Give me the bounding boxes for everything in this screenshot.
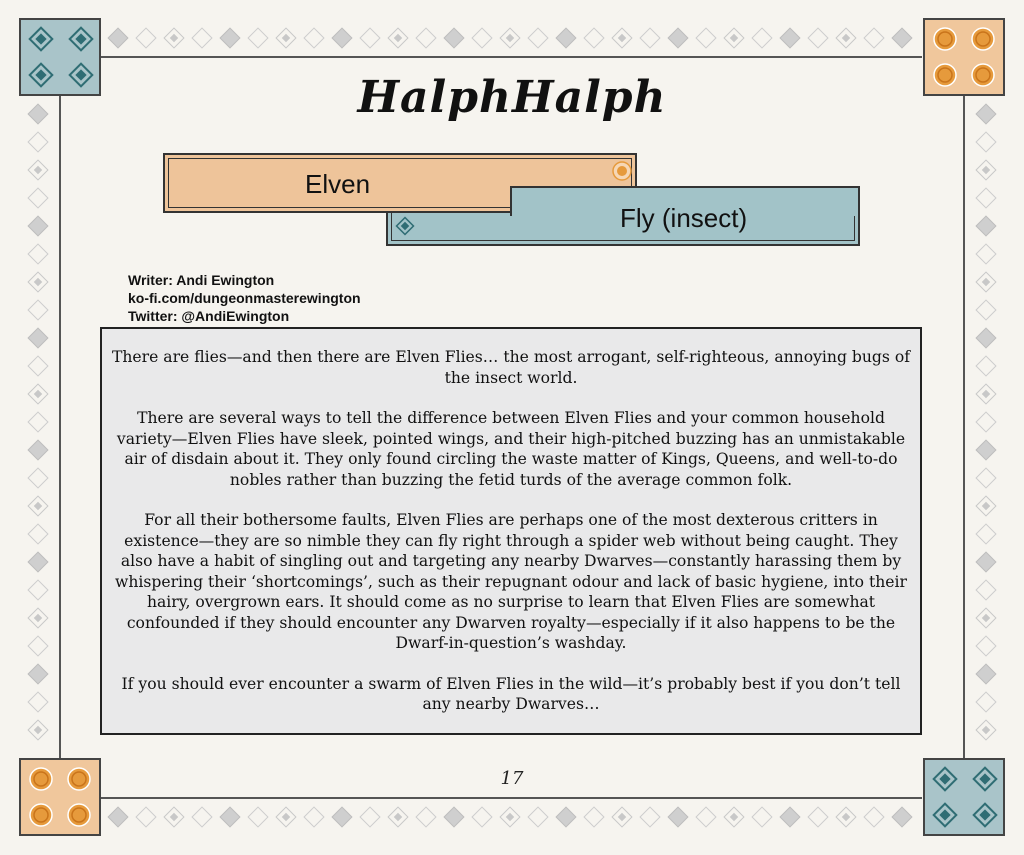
diamond-dot-icon — [618, 34, 625, 41]
paragraph: If you should ever encounter a swarm of Elven Flies in the wild—it’s probably best if you don’t tell any nearby Dwarves… — [121, 674, 901, 713]
diamond-outline-icon — [808, 28, 828, 48]
diamond-dot-icon — [982, 502, 989, 509]
diamond-dot-icon — [982, 390, 989, 397]
diamond-outline-icon — [136, 807, 156, 827]
diamond-solid-icon — [444, 807, 464, 827]
diamond-outline-icon — [584, 807, 604, 827]
diamond-dot-icon — [730, 813, 737, 820]
paragraph: For all their bothersome faults, Elven Flies are perhaps one of the most dexterous critters in existence—they are so nimble they can fly right through a spider web without being caught. They also have a habit of singling out and targeting any nearby Dwarves—constantly harassing them by whispering their ‘shortcomings’, such as their repugnant odour and lack of basic hygiene, into their hairy, overgrown ears. It should come as no surprise to learn that Elven Flies are somewhat confounded if they should encounter any Dwarven royalty—especially if it also happens to be the Dwarf-in-question’s washday. — [115, 511, 907, 652]
diamond-outline-icon — [640, 807, 660, 827]
diamond-outline-icon — [528, 28, 548, 48]
diamond-outline-icon — [416, 28, 436, 48]
frame-top-line — [100, 56, 922, 58]
credit-writer: Writer: Andi Ewington — [128, 272, 275, 288]
diamond-outline-icon — [976, 636, 996, 656]
diamond-dot-icon — [34, 390, 41, 397]
diamond-outline-icon — [584, 28, 604, 48]
diamond-solid-icon — [976, 328, 996, 348]
diamond-dot-icon — [394, 34, 401, 41]
frame-left-line — [59, 96, 61, 758]
diamond-outline-icon — [808, 807, 828, 827]
diamond-solid-icon — [332, 28, 352, 48]
diamond-outline-icon — [28, 132, 48, 152]
credit-twitter: Twitter: @AndiEwington — [128, 308, 290, 324]
diamond-dot-icon — [506, 813, 513, 820]
teal-diamond-icon — [395, 216, 415, 236]
bottom-diamond-border — [104, 803, 920, 831]
page-number: 17 — [500, 768, 524, 789]
diamond-dot-icon — [982, 166, 989, 173]
diamond-solid-icon — [668, 28, 688, 48]
diamond-solid-icon — [28, 440, 48, 460]
diamond-outline-icon — [28, 300, 48, 320]
diamond-outline-icon — [696, 807, 716, 827]
diamond-outline-icon — [864, 807, 884, 827]
diamond-dot-icon — [618, 813, 625, 820]
diamond-solid-icon — [976, 440, 996, 460]
diamond-dot-icon — [282, 34, 289, 41]
diamond-outline-icon — [304, 807, 324, 827]
diamond-dot-icon — [842, 34, 849, 41]
diamond-solid-icon — [332, 807, 352, 827]
diamond-outline-icon — [976, 412, 996, 432]
diamond-outline-icon — [136, 28, 156, 48]
diamond-outline-icon — [976, 356, 996, 376]
diamond-dot-icon — [982, 614, 989, 621]
diamond-solid-icon — [108, 807, 128, 827]
diamond-outline-icon — [192, 28, 212, 48]
diamond-solid-icon — [892, 807, 912, 827]
diamond-outline-icon — [304, 28, 324, 48]
diamond-outline-icon — [28, 636, 48, 656]
diamond-solid-icon — [556, 807, 576, 827]
paragraph: There are flies—and then there are Elven Flies… the most arrogant, self-righteous, annoying bugs of the insect world. — [111, 348, 911, 387]
diamond-outline-icon — [976, 300, 996, 320]
top-diamond-border — [104, 24, 920, 52]
diamond-outline-icon — [28, 580, 48, 600]
diamond-dot-icon — [982, 278, 989, 285]
diamond-outline-icon — [640, 28, 660, 48]
diamond-outline-icon — [864, 28, 884, 48]
diamond-solid-icon — [780, 807, 800, 827]
diamond-solid-icon — [976, 664, 996, 684]
diamond-dot-icon — [34, 726, 41, 733]
description-box — [100, 327, 922, 735]
diamond-solid-icon — [220, 28, 240, 48]
diamond-dot-icon — [34, 166, 41, 173]
diamond-dot-icon — [34, 278, 41, 285]
diamond-outline-icon — [976, 188, 996, 208]
orange-target-icon — [611, 160, 633, 182]
diamond-dot-icon — [170, 813, 177, 820]
left-diamond-border — [24, 100, 52, 754]
race-right-label: Fly (insect) — [620, 203, 748, 233]
diamond-dot-icon — [506, 34, 513, 41]
diamond-outline-icon — [472, 807, 492, 827]
diamond-dot-icon — [842, 813, 849, 820]
diamond-solid-icon — [220, 807, 240, 827]
diamond-outline-icon — [28, 244, 48, 264]
right-diamond-border — [972, 100, 1000, 754]
diamond-outline-icon — [28, 524, 48, 544]
diamond-dot-icon — [34, 502, 41, 509]
diamond-outline-icon — [28, 188, 48, 208]
diamond-solid-icon — [556, 28, 576, 48]
diamond-solid-icon — [108, 28, 128, 48]
diamond-outline-icon — [752, 28, 772, 48]
diamond-outline-icon — [976, 524, 996, 544]
diamond-solid-icon — [28, 552, 48, 572]
diamond-outline-icon — [976, 468, 996, 488]
diamond-outline-icon — [360, 807, 380, 827]
diamond-outline-icon — [28, 356, 48, 376]
diamond-solid-icon — [780, 28, 800, 48]
diamond-outline-icon — [528, 807, 548, 827]
paragraph: There are several ways to tell the difference between Elven Flies and your common household variety—Elven Flies have sleek, pointed wings, and their high-pitched buzzing has an unmistakable air of disdain about it. They only found circling the waste matter of Kings, Queens, and well-to-do nobles rather than buzzing the fetid turds of the average common folk. — [116, 409, 906, 489]
diamond-outline-icon — [192, 807, 212, 827]
diamond-outline-icon — [976, 580, 996, 600]
diamond-dot-icon — [34, 614, 41, 621]
diamond-dot-icon — [730, 34, 737, 41]
race-left-label: Elven — [305, 169, 371, 199]
diamond-outline-icon — [360, 28, 380, 48]
diamond-dot-icon — [982, 726, 989, 733]
diamond-dot-icon — [394, 813, 401, 820]
credits — [128, 271, 361, 325]
diamond-outline-icon — [28, 468, 48, 488]
diamond-outline-icon — [976, 244, 996, 264]
diamond-solid-icon — [976, 552, 996, 572]
diamond-solid-icon — [668, 807, 688, 827]
diamond-outline-icon — [28, 692, 48, 712]
diamond-dot-icon — [282, 813, 289, 820]
diamond-outline-icon — [28, 412, 48, 432]
diamond-outline-icon — [472, 28, 492, 48]
diamond-solid-icon — [28, 216, 48, 236]
diamond-outline-icon — [416, 807, 436, 827]
page-title: HalphHalph — [357, 72, 667, 123]
diamond-outline-icon — [976, 692, 996, 712]
diamond-solid-icon — [444, 28, 464, 48]
diamond-outline-icon — [976, 132, 996, 152]
diamond-outline-icon — [248, 28, 268, 48]
diamond-solid-icon — [28, 664, 48, 684]
frame-right-line — [963, 96, 965, 758]
diamond-solid-icon — [892, 28, 912, 48]
diamond-solid-icon — [28, 328, 48, 348]
credit-kofi: ko-fi.com/dungeonmasterewington — [128, 290, 361, 306]
diamond-solid-icon — [976, 216, 996, 236]
frame-bottom-line — [100, 797, 922, 799]
diamond-outline-icon — [248, 807, 268, 827]
diamond-dot-icon — [170, 34, 177, 41]
diamond-outline-icon — [752, 807, 772, 827]
diamond-outline-icon — [696, 28, 716, 48]
